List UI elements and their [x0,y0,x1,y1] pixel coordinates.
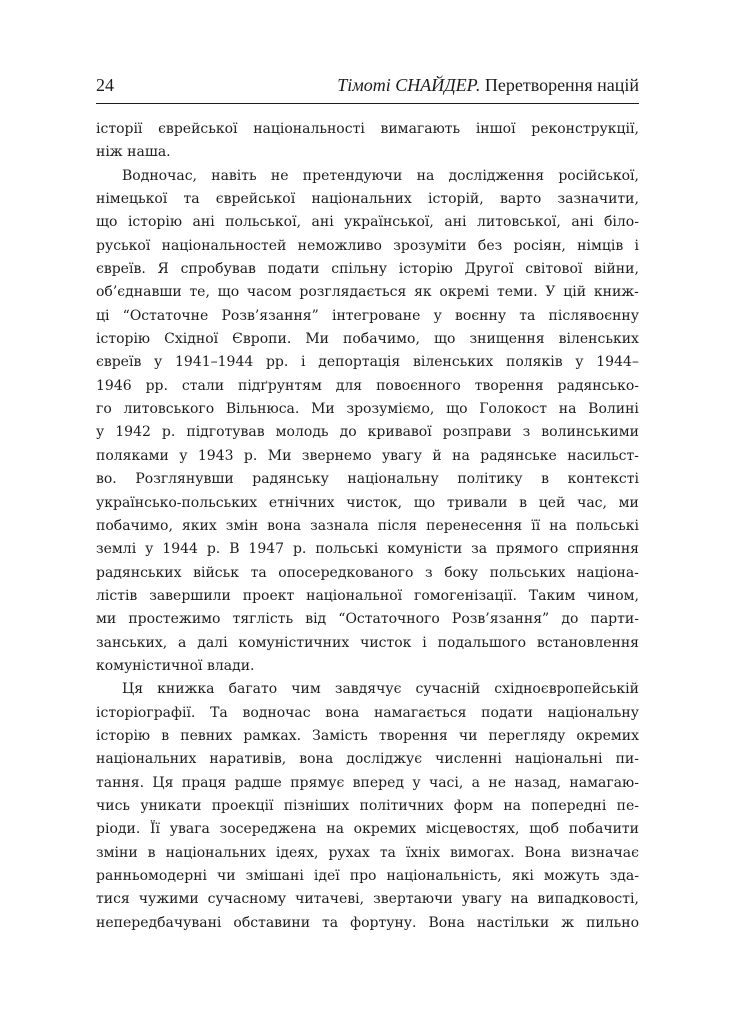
text-line: комуністичної влади. [96,657,255,674]
text-line: історії єврейської національності вимагають іншої реконструкції, [96,121,639,137]
text-line: занських, а далі комуністичних чисток і подальшого встановлення [96,634,639,651]
text-line: євреїв у 1941–1944 рр. і депортація віленських поляків у 1944– [96,354,639,371]
text-line: радянських військ та опосередкованого з боку польських націона- [96,564,639,581]
text-line: 1946 рр. стали підґрунтям для повоєнного творення радянсько- [96,377,639,394]
text-line: тися чужими сучасному читачеві, звертаючи увагу на випадковості, [96,891,639,908]
text-line: ранньомодерні чи змішані ідеї про національність, які можуть зда- [96,868,639,884]
text-line: чись уникати проекції пізніших політичних форм на попередні пе- [96,797,639,814]
text-line: тання. Ця праця радше прямує вперед у часі, а не назад, намагаю- [96,774,639,791]
text-line: Водночас, навіть не претендуючи на дослідження російської, [122,167,639,184]
text-line: історіографії. Та водночас вона намагається подати національну [96,704,639,721]
text-line: у 1942 р. підготував молодь до кривавої розправи з волинськими [96,424,639,441]
text-line: національних наративів, вона досліджує численні національні пи- [96,751,639,768]
text-line: го литовського Вільнюса. Ми зрозуміємо, що Голокост на Волині [96,401,639,418]
text-line: ріоди. Її увага зосереджена на окремих місцевостях, щоб побачити [96,821,639,838]
text-line: непередбачувані обставини та фортуну. Вона настільки ж пильно [96,914,639,931]
text-line: ми простежимо тяглість від “Остаточного Розв’язання” до парти- [96,611,639,628]
text-line: українсько-польських етнічних чисток, що тривали в цей час, ми [96,494,639,511]
text-line: ці “Остаточне Розв’язання” інтегроване у воєнну та післявоєнну [96,307,639,324]
running-header [96,74,639,104]
text-line: побачимо, яких змін вона зазнала після перенесення її на польські [96,517,639,534]
text-line: об’єднавши те, що часом розглядається як окремі теми. У цій книж- [96,284,639,301]
text-line: поляками у 1943 р. Ми звернемо увагу й на радянське насильст- [96,447,639,464]
running-title [337,74,639,96]
text-line: землі у 1944 р. В 1947 р. польські комуністи за прямого сприяння [96,541,639,558]
book-page [96,74,639,935]
text-line: руської національностей неможливо зрозуміти без росіян, німців і [96,237,639,254]
text-line: во. Розглянувши радянську національну політику в контексті [96,471,639,488]
text-line: зміни в національних ідеях, рухах та їхніх вимогах. Вона визначає [96,844,639,861]
text-line: євреїв. Я спробував подати спільну історію Другої світової війни, [96,261,639,278]
book-title: Перетворення націй [480,75,639,95]
text-line: що історію ані польської, ані української, ані литовської, ані біло- [96,214,639,231]
text-line: німецької та єврейської національних історій, варто зазначити, [96,191,639,208]
text-line: лістів завершили проект національної гомогенізації. Таким чином, [96,587,639,604]
text-line: історію в певних рамках. Замість творення чи перегляду окремих [96,727,639,744]
text-line: Ця книжка багато чим завдячує сучасній східноєвропейській [122,681,639,698]
author-name: Тімоті СНАЙДЕР. [337,75,481,95]
body-text [96,118,639,935]
text-line: історію Східної Європи. Ми побачимо, що знищення віленських [96,331,639,348]
page-number: 24 [96,75,114,95]
text-line: ніж наша. [96,144,171,161]
